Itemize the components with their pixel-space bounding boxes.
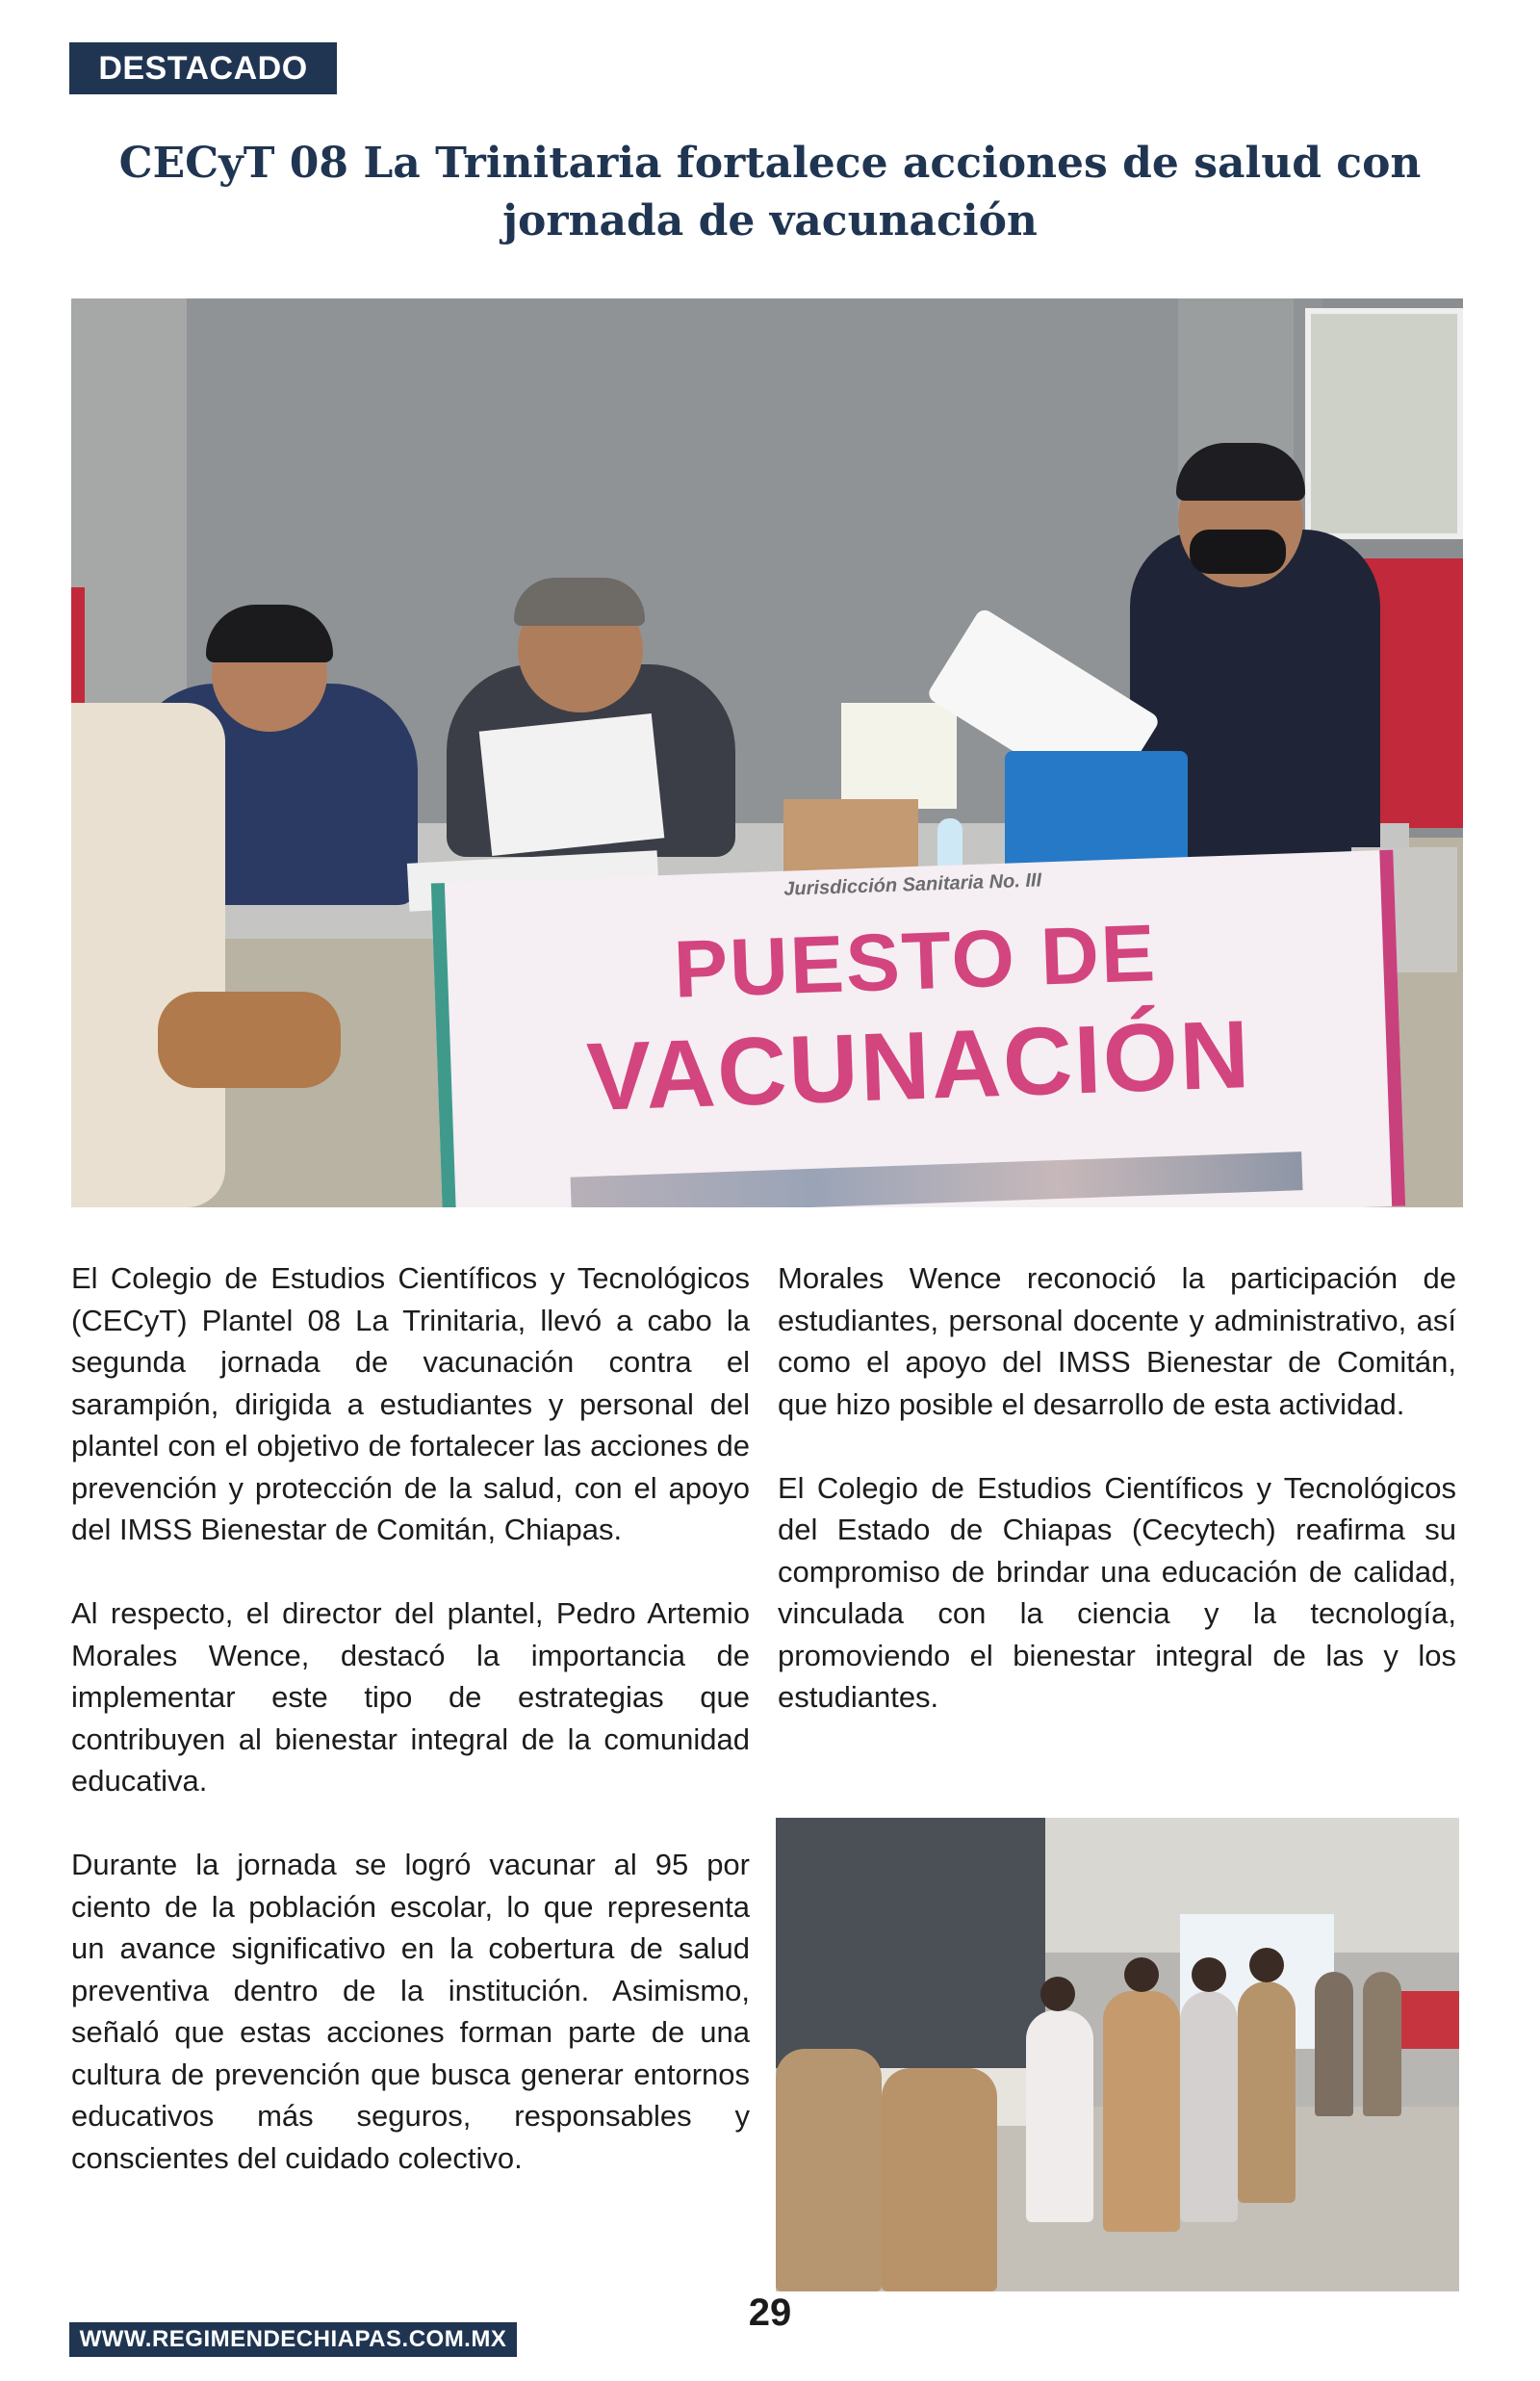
footer-url[interactable]: WWW.REGIMENDECHIAPAS.COM.MX xyxy=(69,2322,517,2357)
photo-red-wall xyxy=(1392,1991,1459,2049)
student xyxy=(1238,1981,1296,2203)
person-background xyxy=(1315,1972,1353,2116)
photo-window xyxy=(1305,308,1463,539)
student xyxy=(882,2068,997,2291)
main-photo-vaccination-post xyxy=(71,298,1463,1207)
page-number: 29 xyxy=(748,2291,792,2334)
paragraph: Durante la jornada se logró vacunar al 95 por ciento de la población escolar, lo que representa un avance significativo en la cobertura de salud preventiva dentro de la institución. Asimismo, señaló que estas acciones forman parte de una cultura de prevención que busca generar entornos educativos más seguros, responsables y conscientes del cuidado colectivo. xyxy=(71,1848,750,2175)
photo-red-wall-left xyxy=(71,587,85,722)
paragraph: Morales Wence reconoció la participación de estudiantes, personal docente y administrativo, así como el apoyo del IMSS Bienestar de Comitán, que hizo posible el desarrollo de esta actividad. xyxy=(778,1261,1456,1421)
banner-subtitle: Jurisdicción Sanitaria No. III xyxy=(783,869,1042,900)
banner-photo-strip xyxy=(571,1152,1303,1207)
banner-line-2: VACUNACIÓN xyxy=(584,999,1253,1131)
article-title: CECyT 08 La Trinitaria fortalece acciones de salud con jornada de vacunación xyxy=(118,139,1422,246)
person-seated-center-cap xyxy=(514,578,645,626)
student xyxy=(1026,2010,1093,2222)
vaccination-banner xyxy=(431,850,1405,1207)
photo-wall xyxy=(776,1818,1045,2068)
paragraph: Al respecto, el director del plantel, Pedro Artemio Morales Wence, destacó la importancia de implementar este tipo de estrategias que contribuyen al bienestar integral de la comunidad educativa. xyxy=(71,1596,750,1798)
paragraph: El Colegio de Estudios Científicos y Tecnológicos (CECyT) Plantel 08 La Trinitaria, llevó a cabo la segunda jornada de vacunación contra el sarampión, dirigida a estudiantes y personal del plantel con el objetivo de fortalecer las acciones de prevención y protección de la salud, con el apoyo del IMSS Bienestar de Comitán, Chiapas. xyxy=(71,1261,750,1546)
student-head xyxy=(1192,1957,1226,1992)
secondary-photo-students xyxy=(776,1818,1459,2291)
student-head xyxy=(1124,1957,1159,1992)
person-foreground-arm xyxy=(158,992,341,1088)
paragraph: El Colegio de Estudios Científicos y Tecnológicos del Estado de Chiapas (Cecytech) reafirma su compromiso de brindar una educación de calidad, vinculada con la ciencia y la tecnología, promoviendo el bienestar integral de las y los estudiantes. xyxy=(778,1470,1456,1714)
student xyxy=(1180,1991,1238,2222)
person-background xyxy=(1363,1972,1401,2116)
student xyxy=(776,2049,882,2291)
student-head xyxy=(1249,1948,1284,1982)
article-column-left xyxy=(71,1257,750,2221)
article-column-right xyxy=(778,1257,1456,1760)
paper-form xyxy=(479,713,665,856)
section-tag: DESTACADO xyxy=(69,42,337,94)
banner-line-1: PUESTO DE xyxy=(672,907,1159,1015)
student-head xyxy=(1040,1977,1075,2011)
student xyxy=(1103,1991,1180,2232)
person-foreground xyxy=(71,703,225,1207)
supply-box xyxy=(841,703,957,809)
face-mask xyxy=(1190,530,1286,574)
